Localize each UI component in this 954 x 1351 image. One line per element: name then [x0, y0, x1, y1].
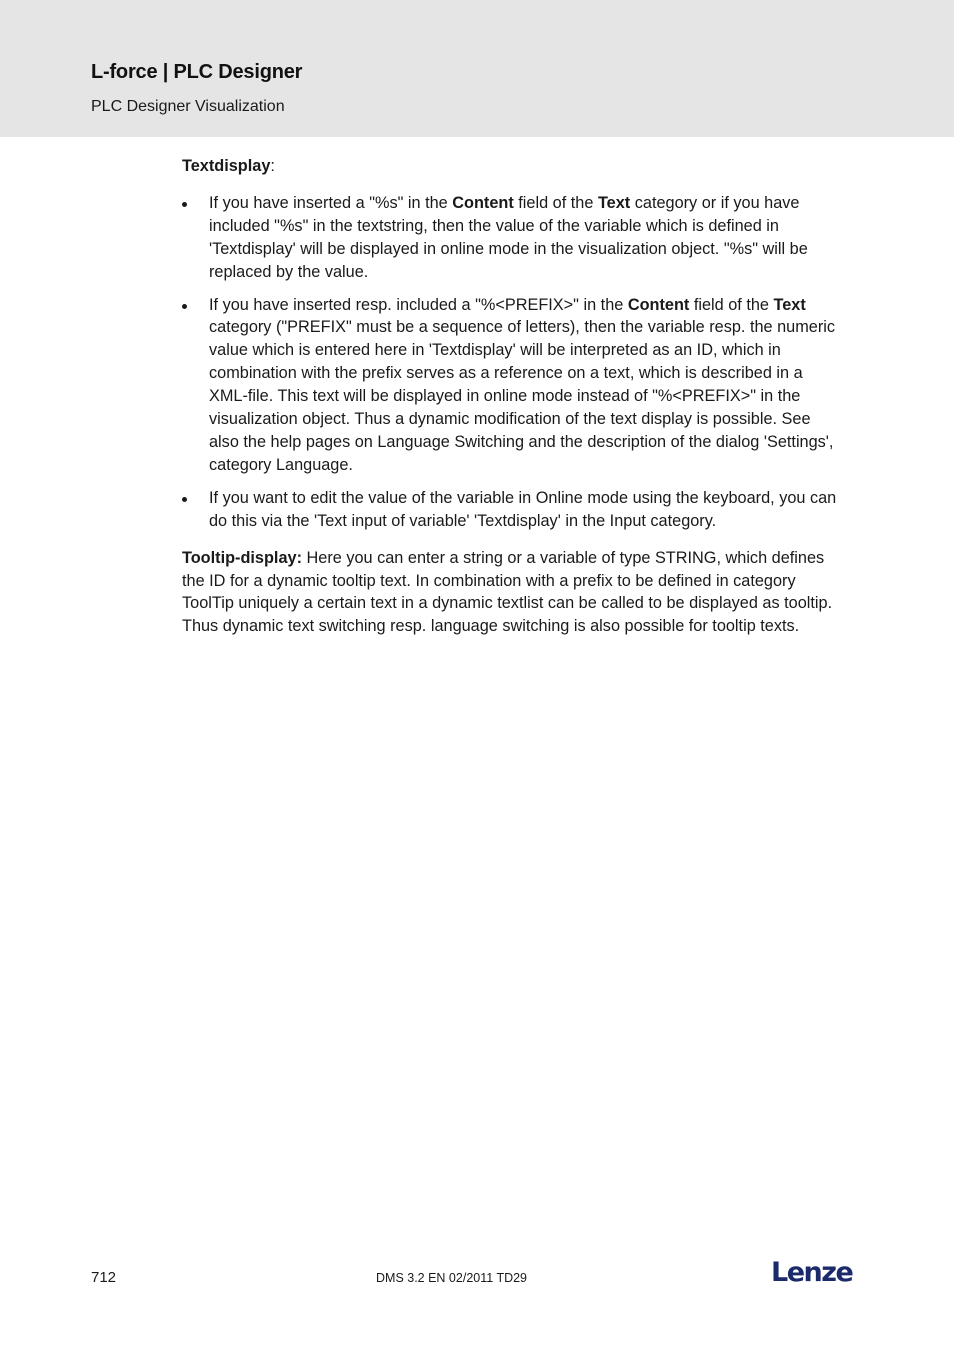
bullet-text: category ("PREFIX" must be a sequence of letters), then the variable resp. the numeric value which is entered here in 'Textdisplay' will be interpreted as an ID, which in combination with the prefix serves as a reference on a text, which is described in a XML-file. This text will be displayed in online mode instead of "%<PREFIX>" in the visualization object. Thus a dynamic modification of the text display is possible. See also the help pages on Language Switching and the description of the dialog 'Settings', category Language.	[209, 318, 836, 474]
lenze-logo: Lenze	[771, 1257, 853, 1288]
bullet-bold-content: Content	[627, 295, 690, 314]
page-number: 712	[91, 1269, 117, 1286]
list-item	[182, 294, 842, 477]
textdisplay-bullet-list	[182, 192, 842, 533]
textdisplay-heading-label: Textdisplay	[182, 157, 271, 175]
bullet-icon	[182, 304, 187, 309]
tooltip-display-label: Tooltip-display:	[182, 548, 302, 567]
bullet-bold-content: Content	[452, 193, 514, 212]
bullet-text: If you have inserted a "%s" in the	[209, 193, 453, 212]
bullet-icon	[182, 202, 187, 207]
document-info: DMS 3.2 EN 02/2011 TD29	[376, 1271, 528, 1285]
bullet-text: If you have inserted resp. included a "%<PREFIX>" in the	[209, 295, 628, 314]
textdisplay-heading	[182, 155, 842, 178]
textdisplay-heading-colon: :	[270, 157, 275, 175]
page-content	[182, 155, 842, 638]
bullet-icon	[182, 497, 187, 502]
bullet-bold-text: Text	[773, 295, 806, 314]
tooltip-display-paragraph	[182, 547, 842, 639]
document-subtitle: PLC Designer Visualization	[91, 98, 285, 115]
bullet-text: field of the	[689, 295, 774, 314]
tooltip-display-text: Here you can enter a string or a variable of type STRING, which defines the ID for a dynamic tooltip text. In combination with a prefix to be defined in category ToolTip uniquely a certain text in a dynamic textlist can be called to be displayed as tooltip. Thus dynamic text switching resp. language switching is also possible for tooltip texts.	[182, 548, 833, 636]
list-item	[182, 192, 842, 284]
bullet-text: category or if you have included "%s" in the textstring, then the value of the variable which is defined in 'Textdisplay' will be displayed in online mode in the visualization object. "%s" will be replaced by the value.	[209, 193, 808, 281]
bullet-bold-text: Text	[597, 193, 631, 212]
bullet-text: If you want to edit the value of the variable in Online mode using the keyboard, you can do this via the 'Text input of variable' 'Textdisplay' in the Input category.	[209, 488, 837, 530]
bullet-text: field of the	[513, 193, 598, 212]
page-header	[0, 0, 954, 137]
document-title: L-force | PLC Designer	[91, 61, 303, 83]
list-item	[182, 487, 842, 533]
